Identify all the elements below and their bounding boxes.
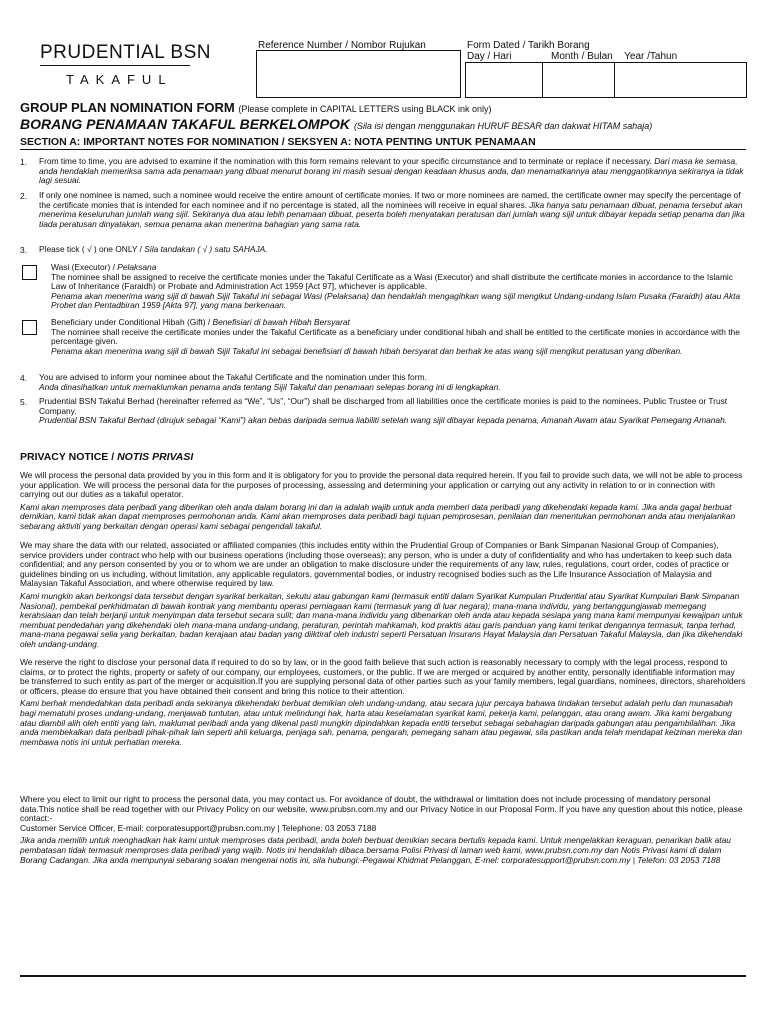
note-item-2: If only one nominee is named, such a nominee would receive the entire amount of certificate monies. If two or more nominees are named, the certificate owner may specify the percentage of the certificate monies that is intended for each nominee and if no percentage is stated, all the nominees will receive in equal shares. Jika hanya satu penamaan dibuat, penama tersebut akan menerima keseluruhan jumlah wang sijil. Sekiranya dua atau lebih penamaan dibuat, peserta boleh menyatakan peratusan dari jumlah wang sijil untuk dibayar kepada setiap penama dan jika tiada peratusan dinyatakan, semua penama akan menerima bahagian yang sama rata. xyxy=(39,190,745,229)
note-item-5: Prudential BSN Takaful Berhad (hereinafter referred as “We”, “Us”, “Our”) shall be discharged from all liabilities once the certificate monies is paid to the nominees, Public Trustee or Trust Company. Prudential BSN Takaful Berhad (dirujuk sebagai “Kami”) akan bebas daripada semua liabiliti setelah wang sijil dibayar kepada penama, Amanah Awam atau Syarikat Pemegang Amanah. xyxy=(39,396,728,426)
form-title-ms-note: (Sila isi dengan menggunakan HURUF BESAR dan dakwat HITAM sahaja) xyxy=(353,121,653,131)
section-a-heading: SECTION A: IMPORTANT NOTES FOR NOMINATION / SEKSYEN A: NOTA PENTING UNTUK PENAMAAN xyxy=(20,136,746,150)
reference-number-field[interactable] xyxy=(256,50,461,98)
privacy-notice-heading: PRIVACY NOTICE / NOTIS PRIVASI xyxy=(20,451,194,463)
footer-divider xyxy=(20,975,746,977)
contact-info: Customer Service Officer, E-mail: corporatesupport@prubsn.com.my | Telephone: 03 2053 7188 xyxy=(20,822,377,833)
form-dated-label: Form Dated / Tarikh Borang Day / Hari Month / Bulan Year /Tahun xyxy=(467,40,678,62)
privacy-paragraph-3: We reserve the right to disclose your personal data if required to do so by law, or in the good faith believe that such action is reasonably necessary to comply with the legal process, respond to claims, or to protect the rights, property or safety of our company, our employees, customers, or the public. If we are merged or acquired by another entity, personally identifiable information may be transferred to such entity as part of the merger or acquisition.If you are supplying personal data of other parties such as your family members, legal guardians, nominees, directors, shareholders or officers, please do ensure that you have obtained their consent and bring this notice to their attention. Kami berhak mendedahkan data peribadi anda sekiranya dikehendaki berbuat demikian oleh undang-undang, atau secara jujur percaya bahawa tindakan tersebut adalah perlu dan munasabah bagi mematuhi proses undang-undang, menjawab tuntutan, atau untuk melindungi hak, harta atau keselamatan syarikat kami, pekerja kami, pelanggan, atau orang awam. Jika kami bergabung atau diambil alih oleh entiti yang lain, maklumat peribadi anda yang dikenal pasti mungkin dipindahkan kepada entiti tersebut sebagai sebahagian daripada gabungan atau pengambilalihan. Jika anda membekalkan data peribadi pihak-pihak lain seperti ahli keluarga, penjaga sah, penama, pengarah, pemegang saham atau pegawai, sila pastikan anda telah mendapat keizinan mereka dan membawa notis ini untuk perhatian mereka. xyxy=(20,657,746,747)
form-title-en: GROUP PLAN NOMINATION FORM (Please complete in CAPITAL LETTERS using BLACK ink only) xyxy=(20,100,492,115)
item-number: 1. xyxy=(20,157,27,167)
logo-divider xyxy=(40,65,190,66)
privacy-paragraph-1: We will process the personal data provided by you in this form and it is obligatory for you to provide the personal data required herein. If you fail to provide such data, we will not be able to process your application. We will process the personal data for the purposes of processing, assessing and determining your application or carrying out any activity in relation to or in connection with carrying out our duties as a takaful operator. Kami akan memproses data peribadi yang diberikan oleh anda dalam borang ini dan ia adalah wajib untuk anda memberi data peribadi yang dikehendaki kepada kami. Jika anda gagal berbuat demikian, kami tidak akan dapat memproses permohonan anda. Kami akan memproses data peribadi bagi tujuan pemprosesan, penilaian dan menentukan permohonan anda atau menjalankan sebarang aktiviti yang berkaitan dengan operasi kami sebagai pengendali takaful. xyxy=(20,470,743,531)
privacy-paragraph-2: We may share the data with our related, associated or affiliated companies (this includes entity within the Prudential Group of Companies or Bank Simpanan Nasional Group of Companies), service providers under contract who help with our business operations (including those overseas); any person, who is under a duty of confidentiality and who has undertaken to keep such data confidential; and any person consented by you or to whom we are under an obligation to make disclosure under the requirements of any law, rules, regulations, court order, codes of practice or guidelines binding on us including, without limitation, any applicable regulators, governmental bodies, or industry recognised bodies such as the Life Insurance Association of Malaysia and Malaysian Takaful Association, and where otherwise required by law. Kami mungkin akan berkongsi data tersebut dengan syarikat berkaitan, sekutu atau gabungan kami (termasuk entiti dalam Syarikat Kumpulan Prudential atau Syarikat Kumpulan Bank Simpanan Nasional), pembekal perkhidmatan di bawah kontrak yang membantu operasi perniagaan kami (termasuk yang di luar negara); mana-mana individu, yang bertanggungjawab memegang kerahsiaan dan telah berjanji untuk menyimpan data tersebut secara sulit; dan mana-mana individu yang dibenarkan oleh anda atau kepada sesiapa yang mana kami mempunyai kewajipan untuk membuat pendedahan yang dikehendaki oleh mana-mana undang-undang, peraturan, perintah mahkamah, kod praktis atau garis panduan yang kami terikat dengannya termasuk, tanpa terhad, mana-mana pegawai selia yang berkaitan, badan kerajaan atau badan yang diiktiraf oleh industri seperti Persatuan Insurans Hayat Malaysia dan Persatuan Takaful Malaysia, dan jika dikehendaki oleh undang-undang. xyxy=(20,540,743,649)
option-conditional-hibah: Beneficiary under Conditional Hibah (Gift) / Benefisiari di bawah Hibah Bersyarat The nominee shall receive the certificate monies under the Takaful Certificate as a beneficiary under conditional hibah and shall be entitled to the certificate monies in accordance with the percentage given. Penama akan menerima wang sijil di bawah Sijil Takaful ini sebagai benefisiari di bawah hibah bersyarat dan berhak ke atas wang sijil mengikut peratusan yang diberikan. xyxy=(51,317,740,356)
reference-number-label: Reference Number / Nombor Rujukan xyxy=(258,40,426,51)
day-label: Day / Hari xyxy=(467,51,512,62)
note-item-1: From time to time, you are advised to examine if the nomination with this form remains relevant to your specific circumstance and to terminate or replace if necessary. Dari masa ke semasa, anda hendaklah memeriksa sama ada penamaan yang dibuat menurut borang ini masih sesuai dengan keadaan khusus anda, dan menamatkannya atau menggantikannya sekiranya ia tidak lagi sesuai. xyxy=(39,156,744,186)
logo-main: PRUDENTIAL BSN xyxy=(40,42,211,63)
form-title-ms: BORANG PENAMAAN TAKAFUL BERKELOMPOK (Sila isi dengan menggunakan HURUF BESAR dan dakwat HITAM sahaja) xyxy=(20,116,653,132)
form-date-field[interactable] xyxy=(465,62,747,98)
note-item-4: You are advised to inform your nominee about the Takaful Certificate and the nomination under this form. Anda dinasihatkan untuk memaklumkan penama anda tentang Sijil Takaful dan penamaan selepas borang ini di lengkapkan. xyxy=(39,372,501,392)
item-number: 5. xyxy=(20,397,27,407)
year-label: Year /Tahun xyxy=(624,51,678,62)
item-number: 4. xyxy=(20,373,27,383)
item-number: 2. xyxy=(20,191,27,201)
note-item-3: Please tick ( √ ) one ONLY / Sila tandakan ( √ ) satu SAHAJA. xyxy=(39,244,268,254)
conditional-hibah-checkbox[interactable] xyxy=(22,320,37,335)
wasi-executor-checkbox[interactable] xyxy=(22,265,37,280)
option-wasi-executor: Wasi (Executor) / Pelaksana The nominee shall be assigned to receive the certificate monies under the Takaful Certificate as a Wasi (Executor) and shall distribute the certificate monies in accordance to the Islamic Law of Inheritance (Faraidh) or Probate and Administration Act 1959 [Act 97], whichever is applicable. Penama akan menerima wang sijil di bawah Sijil Takaful ini sebagai Wasi (Pelaksana) dan hendaklah mengagihkan wang sijil mengikut Undang-undang Islam Pusaka (Faraidh) atau Akta Probet dan Pentadbiran 1959 [Akta 97], yang mana berkenaan. xyxy=(51,262,741,311)
month-label: Month / Bulan xyxy=(551,51,613,62)
privacy-paragraph-4: Where you elect to limit our right to process the personal data, you may contact us. For avoidance of doubt, the withdrawal or limitation does not include processing of mandatory personal data.This notice shall be read together with our Privacy Policy on our website, www.prubsn.com.my and our Privacy Notice in our Proposal Form. If you have any question about this notice, please contact:- Customer Service Officer, E-mail: corporatesupport@prubsn.com.my | Telephone: 03 2053 7188 Jika anda memilih untuk menghadkan hak kami untuk memproses data peribadi, anda boleh berbuat demikian secara bertulis kepada kami. Untuk mengelakkan keraguan, penarikan balik atau pembatasan tidak termasuk memproses data peribadi yang wajib. Notis ini hendaklah dibaca bersama Polisi Privasi di laman web kami, www.prubsn.com.my dan Notis Privasi kami di dalam Borang Cadangan. Jika anda mempunyai sebarang soalan mengenai notis ini, sila hubungi:-Pegawai Khidmat Pelanggan, E-mel: corporatesupport@prubsn.com.my | Telefon: 03 2053 7188 xyxy=(20,795,746,865)
item-number: 3. xyxy=(20,245,27,255)
form-title-en-note: (Please complete in CAPITAL LETTERS using BLACK ink only) xyxy=(238,104,492,114)
logo-sub: TAKAFUL xyxy=(66,72,173,87)
